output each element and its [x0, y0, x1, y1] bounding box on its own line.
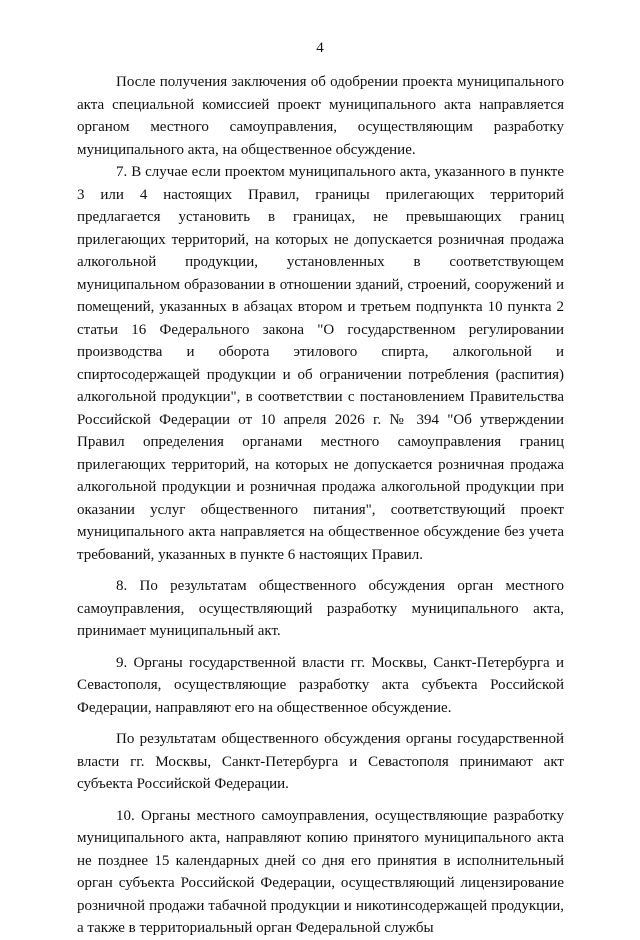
paragraph-item-8: 8. По результатам общественного обсуждения орган местного самоуправления, осуществляющий разработку муниципального акта, принимает муниципальный акт. — [77, 578, 564, 639]
paragraph-item-9-continued: По результатам общественного обсуждения органы государственной власти гг. Москвы, Санкт-Петербурга и Севастополя принимают акт субъекта Российской Федерации. — [77, 731, 564, 792]
paragraph-approval-note: После получения заключения об одобрении проекта муниципального акта специальной комиссией проект муниципального акта направляется органом местного самоуправления, осуществляющим разработку муниципального акта, на общественное обсуждение. — [77, 74, 564, 158]
paragraph-item-9: 9. Органы государственной власти гг. Москвы, Санкт-Петербурга и Севастополя, осуществляющие разработку акта субъекта Российской Федерации, направляют его на общественное обсуждение. — [77, 654, 564, 716]
paragraph-item-10: 10. Органы местного самоуправления, осуществляющие разработку муниципального акта, направляют копию принятого муниципального акта не позднее 15 календарных дней со дня его принятия в исполнительный орган субъекта Российской Федерации, осуществляющий лицензирование розничной продажи табачной продукции и никотинсодержащей продукции, а также в территориальный орган Федеральной службы — [77, 807, 564, 936]
paragraph-item-7: 7. В случае если проектом муниципального акта, указанного в пункте 3 или 4 настоящих Правил, границы прилегающих территорий предлагается установить в границах, не превышающих границ прилегающих территорий, на которых не допускается розничная продажа алкогольной продукции, установленных в соответствующем муниципальном образовании в отношении зданий, строений, сооружений и помещений, указанных в абзацах втором и третьем подпункта 10 пункта 2 статьи 16 Федерального закона "О государственном регулировании производства и оборота этилового спирта, алкогольной и спиртосодержащей продукции и об ограничении потребления (распития) алкогольной продукции", в соответствии с постановлением Правительства Российской Федерации от 10 апреля 2026 г. № 394 "Об утверждении Правил определения органами местного самоуправления границ прилегающих территорий, на которых не допускается розничная продажа алкогольной продукции и розничная продажа алкогольной продукции при оказании услуг общественного питания", соответствующий проект муниципального акта направляется на общественное обсуждение без учета требований, указанных в пункте 6 настоящих Правил. — [77, 164, 564, 563]
page-number: 4 — [316, 40, 324, 56]
document-body — [77, 71, 564, 940]
